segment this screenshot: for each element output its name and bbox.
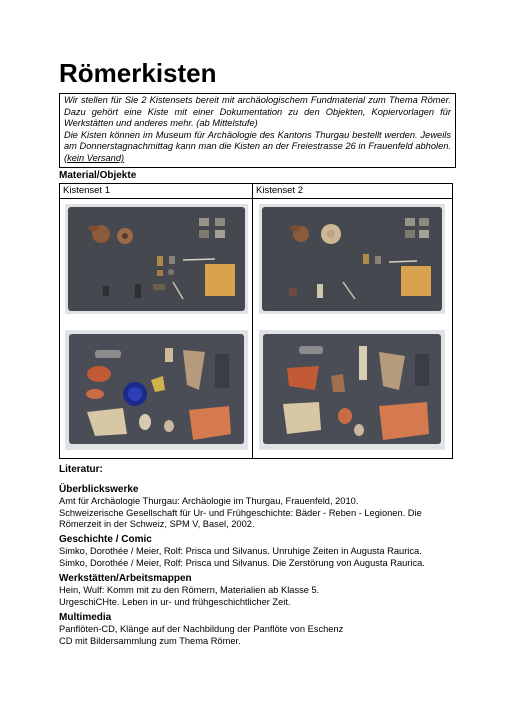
section-body-ueberblick xyxy=(59,496,454,531)
section-body-werkstaetten xyxy=(59,585,454,608)
reference-line: UrgeschiCHte. Leben in ur- und frühgeschichtlicher Zeit. xyxy=(59,596,291,607)
section-title-ueberblick: Überblickswerke xyxy=(59,484,139,495)
section-title-geschichte: Geschichte / Comic xyxy=(59,534,152,545)
page-title: Römerkisten xyxy=(59,58,217,88)
section-title-multimedia: Multimedia xyxy=(59,612,112,623)
set2-bottom-tray-photo xyxy=(259,330,445,450)
intro-pickup-text: Die Kisten können im Museum für Archäologie des Kantons Thurgau bestellt werden. Jeweils am Donnerstagnachmittag kann man die Kisten an der Freiestrasse 26 in Frauenfeld abholen. xyxy=(64,129,451,152)
intro-paragraph-1: Wir stellen für Sie 2 Kistensets bereit mit archäologischem Fundmaterial zum Thema Römer. Dazu gehört eine Kiste mit einer Dokumentation zu den Objekten, Kopiervorlagen für Werkstätten und anderes mehr. (ab Mittelstufe) xyxy=(64,95,451,129)
column-header-set-2: Kistenset 2 xyxy=(256,185,303,196)
material-table xyxy=(59,183,453,459)
column-header-set-1: Kistenset 1 xyxy=(63,185,110,196)
section-title-werkstaetten: Werkstätten/Arbeitsmappen xyxy=(59,573,192,584)
section-body-multimedia xyxy=(59,624,454,647)
reference-line: Simko, Dorothée / Meier, Rolf: Prisca und Silvanus. Die Zerstörung von Augusta Raurica. xyxy=(59,557,425,568)
table-header xyxy=(60,184,452,199)
reference-line: Hein, Wulf: Komm mit zu den Römern, Materialien ab Klasse 5. xyxy=(59,585,320,595)
reference-line: Panflöten-CD, Klänge auf der Nachbildung der Panflöte von Eschenz xyxy=(59,624,344,634)
reference-line: Simko, Dorothée / Meier, Rolf: Prisca und Silvanus. Unruhige Zeiten in Augusta Raurica. xyxy=(59,546,422,556)
column-divider xyxy=(252,184,253,458)
reference-line: Schweizerische Gesellschaft für Ur- und Frühgeschichte: Bäder - Reben - Legionen. Die Römerzeit in der Schweiz, SPM V, Basel, 2002. xyxy=(59,507,422,530)
reference-line: CD mit Bildersammlung zum Thema Römer. xyxy=(59,635,241,646)
material-heading: Material/Objekte xyxy=(59,170,137,181)
set1-top-tray-photo xyxy=(65,204,248,314)
set1-bottom-tray-photo xyxy=(65,330,248,450)
no-shipping-note: (kein Versand) xyxy=(64,152,125,163)
section-body-geschichte xyxy=(59,546,454,569)
set2-top-tray-photo xyxy=(259,204,445,314)
intro-box xyxy=(59,93,456,168)
reference-line: Amt für Archäologie Thurgau: Archäologie im Thurgau, Frauenfeld, 2010. xyxy=(59,496,359,506)
literatur-heading: Literatur: xyxy=(59,464,103,475)
intro-paragraph-2 xyxy=(64,130,451,165)
